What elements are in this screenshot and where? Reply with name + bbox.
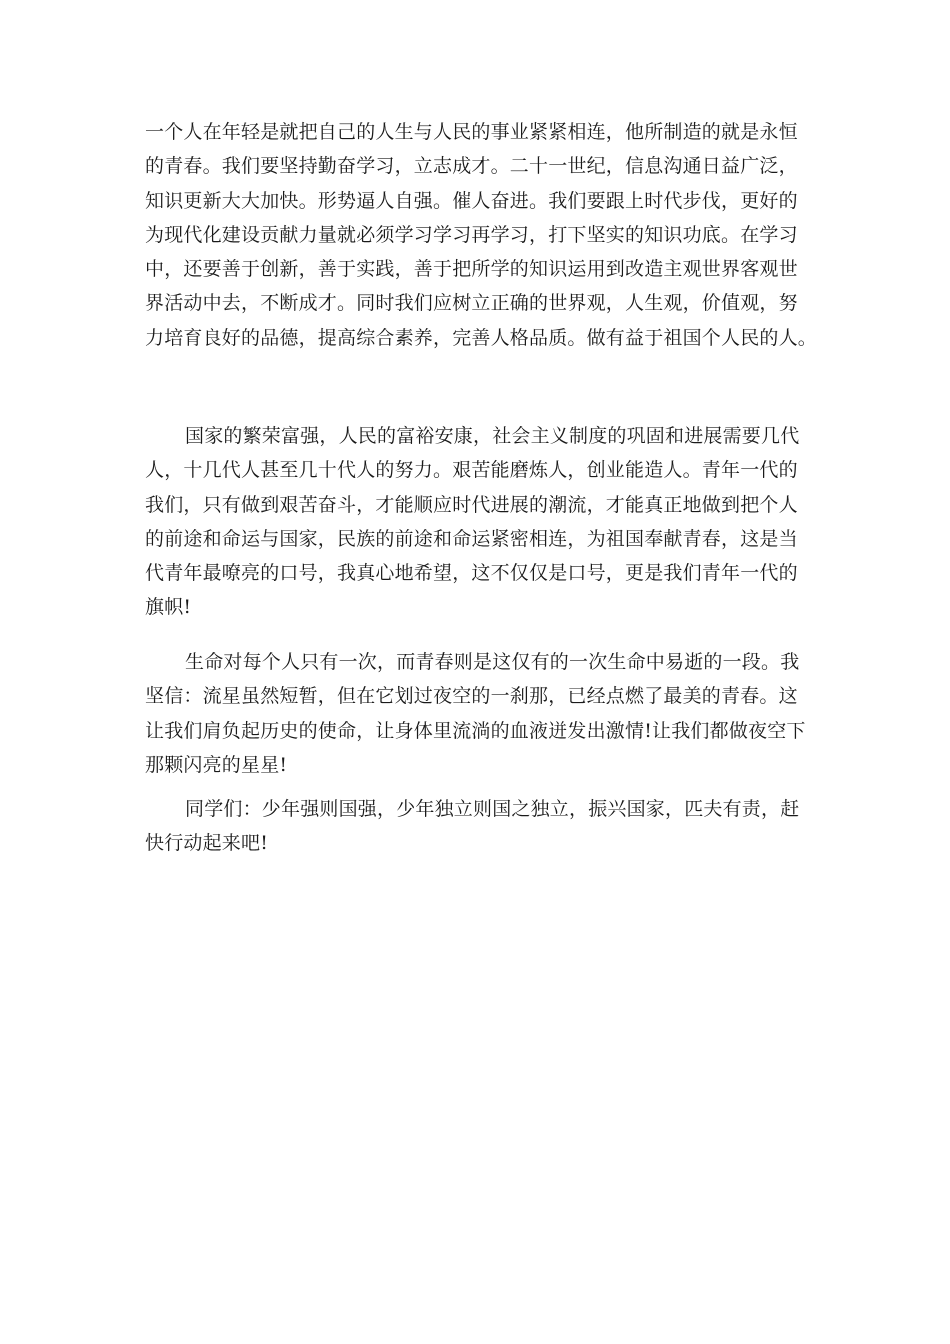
- paragraph-line: 那颗闪亮的星星!: [145, 753, 288, 776]
- paragraph-2: [145, 419, 825, 625]
- paragraph-1: [145, 115, 825, 355]
- paragraph-3: [145, 645, 825, 782]
- paragraph-line: 国家的繁荣富强，人民的富裕安康，社会主义制度的巩固和进展需要几代: [185, 425, 800, 447]
- paragraph-line: 生命对每个人只有一次，而青春则是这仅有的一次生命中易逝的一段。我: [185, 651, 800, 673]
- paragraph-line: 知识更新大大加快。形势逼人自强。催人奋进。我们要跟上时代步伐，更好的: [145, 189, 798, 212]
- paragraph-4: [145, 792, 825, 861]
- paragraph-line: 快行动起来吧!: [145, 832, 269, 855]
- paragraph-line: 的前途和命运与国家，民族的前途和命运紧密相连，为祖国奉献青春，这是当: [145, 527, 798, 550]
- paragraph-line: 力培育良好的品德，提高综合素养，完善人格品质。做有益于祖国个人民的人。: [145, 326, 818, 349]
- paragraph-line: 我们，只有做到艰苦奋斗，才能顺应时代进展的潮流，才能真正地做到把个人: [145, 493, 798, 516]
- paragraph-line: 代青年最嘹亮的口号，我真心地希望，这不仅仅是口号，更是我们青年一代的: [145, 562, 798, 585]
- paragraph-line: 中，还要善于创新，善于实践，善于把所学的知识运用到改造主观世界客观世: [145, 258, 798, 281]
- paragraph-line: 让我们肩负起历史的使命，让身体里流淌的血液迸发出激情!让我们都做夜空下: [145, 719, 806, 742]
- paragraph-line: 界活动中去，不断成才。同时我们应树立正确的世界观，人生观，价值观，努: [145, 292, 798, 315]
- paragraph-line: 的青春。我们要坚持勤奋学习，立志成才。二十一世纪，信息沟通日益广泛，: [145, 155, 798, 178]
- paragraph-line: 为现代化建设贡献力量就必须学习学习再学习，打下坚实的知识功底。在学习: [145, 223, 798, 246]
- paragraph-line: 旗帜!: [145, 596, 192, 619]
- paragraph-line: 人，十几代人甚至几十代人的努力。艰苦能磨炼人，创业能造人。青年一代的: [145, 459, 798, 482]
- paragraph-line: 坚信：流星虽然短暂，但在它划过夜空的一刹那，已经点燃了最美的青春。这: [145, 685, 798, 708]
- paragraph-line: 一个人在年轻是就把自己的人生与人民的事业紧紧相连，他所制造的就是永恒: [145, 121, 798, 143]
- paragraph-line: 同学们：少年强则国强，少年独立则国之独立，振兴国家，匹夫有责，赶: [185, 798, 800, 820]
